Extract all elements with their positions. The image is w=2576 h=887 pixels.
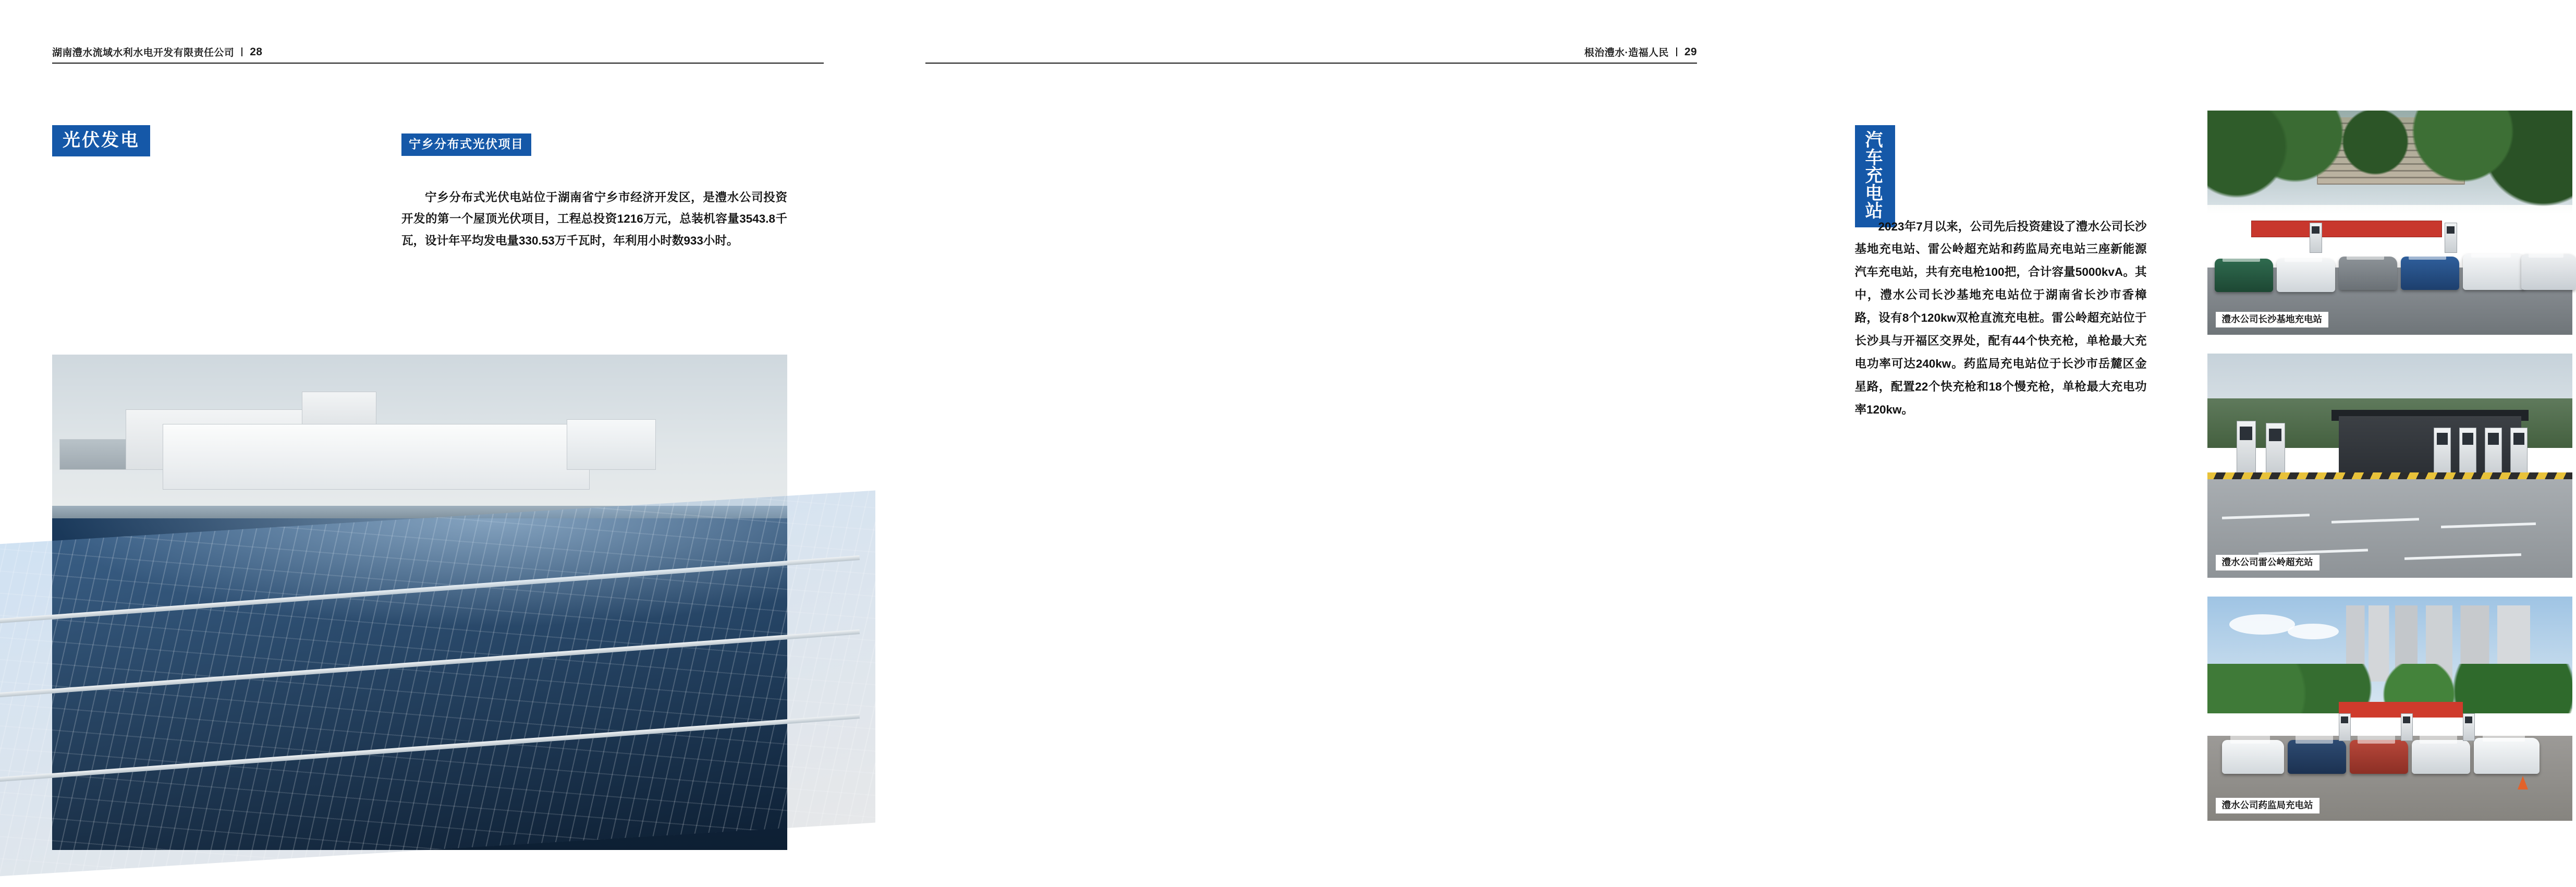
running-head-divider: [241, 47, 242, 56]
building-far-left: [59, 439, 134, 470]
left-section-heading-label: 光伏发电: [52, 125, 150, 156]
tree-canopy: [2207, 111, 2572, 214]
cloud: [2229, 614, 2295, 635]
figure-1-artwork: [2207, 111, 2572, 335]
running-head-divider: [1676, 47, 1677, 56]
figure-changsha-base-station: [2207, 111, 2572, 335]
charging-pile: [2485, 428, 2502, 476]
charging-pile: [2237, 421, 2256, 473]
right-page-number: 29: [1684, 45, 1697, 58]
left-running-head: [52, 45, 262, 59]
parked-car: [2350, 740, 2408, 774]
building-right: [567, 419, 656, 470]
parked-car: [2474, 738, 2540, 774]
parked-car: [2401, 257, 2459, 290]
figure-yaojianju-station: [2207, 597, 2572, 821]
charging-pile: [2445, 223, 2457, 253]
parked-car: [2521, 254, 2576, 290]
building-main-warehouse: [163, 424, 590, 490]
figure-caption: 澧水公司雷公岭超充站: [2216, 555, 2319, 571]
left-header-rule: [52, 63, 824, 64]
left-page: [0, 0, 875, 887]
panel-reflection: [52, 518, 787, 627]
left-body-paragraph: 宁乡分布式光伏电站位于湖南省宁乡市经济开发区，是澧水公司投资开发的第一个屋顶光伏项目，工程总投资1216万元，总装机容量3543.8千瓦，设计年平均发电量330.53万千瓦时，年利用小时数933小时。: [401, 190, 787, 247]
charging-pile: [2459, 428, 2477, 476]
right-header-rule: [925, 63, 1697, 64]
figure-leigongling-supercharge-station: [2207, 354, 2572, 578]
left-section-heading: [52, 125, 150, 156]
figure-3-artwork: [2207, 597, 2572, 821]
figure-caption: 澧水公司长沙基地充电站: [2216, 312, 2329, 328]
parked-car: [2463, 254, 2525, 290]
charging-pile: [2463, 713, 2475, 742]
left-subsection-heading: [401, 133, 531, 156]
right-section-heading-label: 汽车充电站: [1855, 125, 1895, 227]
parked-car: [2412, 740, 2470, 774]
charging-pile: [2401, 713, 2413, 742]
right-running-head: [1584, 45, 1697, 59]
parked-car: [2339, 257, 2397, 290]
cloud: [2288, 624, 2339, 639]
right-body-paragraph: 2023年7月以来，公司先后投资建设了澧水公司长沙基地充电站、雷公岭超充站和药监局充电站三座新能源汽车充电站，共有充电枪100把，合计容量5000kvA。其中，澧水公司长沙基地充电站位于湖南省长沙市香樟路，设有8个120kw双枪直流充电桩。雷公岭超充站位于长沙具与开福区交界处，配有44个快充枪，单枪最大充电功率可达240kw。药监局充电站位于长沙市岳麓区金星路，配置22个快充枪和18个慢充枪，单枪最大充电功率120kw。: [1854, 220, 2147, 416]
charging-pile: [2266, 423, 2285, 473]
solar-photo-artwork: [52, 355, 787, 850]
parked-car: [2288, 740, 2346, 774]
left-page-number: 28: [250, 45, 263, 58]
right-section-heading: [1855, 125, 1895, 227]
figure-column: [2207, 111, 2572, 840]
left-running-head-text: 湖南澧水流域水利水电开发有限责任公司: [52, 47, 235, 58]
parked-car: [2277, 259, 2335, 293]
right-running-head-text: 根治澧水·造福人民: [1584, 47, 1669, 58]
charging-pile: [2310, 223, 2322, 253]
figure-2-artwork: [2207, 354, 2572, 578]
left-subsection-heading-label: 宁乡分布式光伏项目: [401, 133, 531, 156]
traffic-cone: [2518, 776, 2528, 789]
parked-car: [2222, 740, 2284, 774]
charging-pile: [2339, 713, 2351, 742]
figure-caption: 澧水公司药监局充电站: [2216, 798, 2319, 814]
red-banner: [2251, 221, 2442, 237]
right-page: [875, 0, 2322, 887]
charging-pile: [2510, 428, 2528, 476]
charging-pile: [2434, 428, 2451, 476]
parked-car: [2215, 259, 2273, 293]
rooftop-solar-array-photo: [52, 355, 787, 850]
